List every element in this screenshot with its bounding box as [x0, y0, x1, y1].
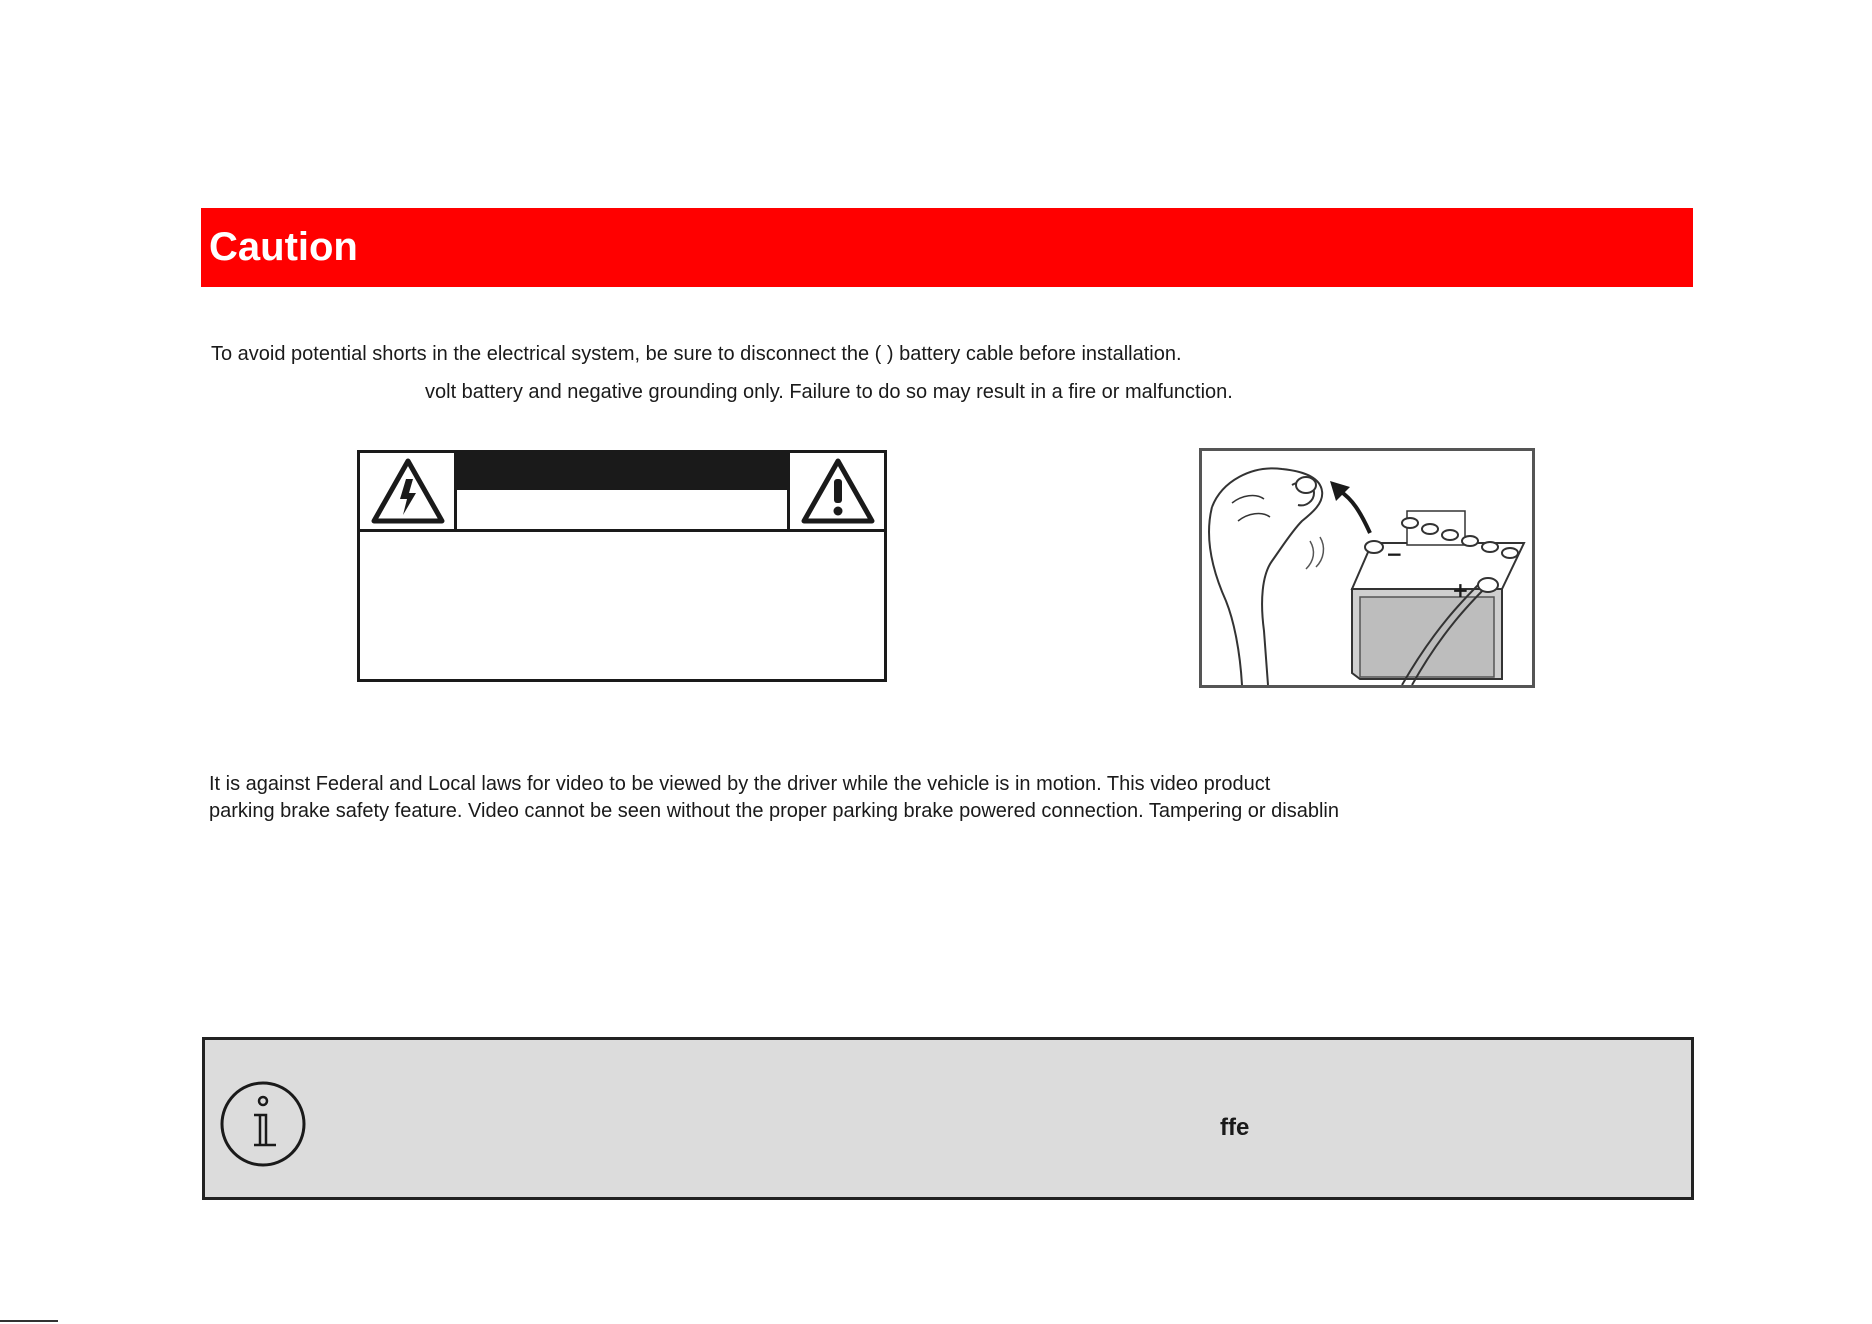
battery-disconnect-illustration [1199, 448, 1535, 688]
battery-illustration-drawing [1202, 451, 1532, 685]
info-note-panel [202, 1037, 1694, 1200]
body-line-2: volt battery and negative grounding only. Failure to do so may result in a fire or malfunction. [425, 381, 1233, 403]
info-note-text-fragment: ffe [1220, 1114, 1250, 1141]
caution-banner [201, 208, 1693, 287]
warning-right-cell [787, 453, 884, 529]
body-line-4: parking brake safety feature. Video cannot be seen without the proper parking brake powered connection. Tampering or disablin [209, 800, 1339, 822]
warning-left-cell [360, 453, 457, 529]
page-title: Caution [209, 225, 358, 269]
warning-header-bar [457, 453, 787, 490]
exclamation-warning-icon [800, 457, 876, 525]
page-corner-rule [0, 1320, 58, 1322]
info-icon [218, 1079, 308, 1169]
warning-label [357, 450, 887, 682]
negative-terminal-sign: − [1386, 542, 1403, 566]
warning-label-header [360, 453, 884, 532]
body-line-3: It is against Federal and Local laws for video to be viewed by the driver while the vehicle is in motion. This video product [209, 773, 1271, 795]
positive-terminal-sign: + [1452, 578, 1469, 602]
lightning-hazard-icon [370, 457, 446, 525]
body-line-1: To avoid potential shorts in the electrical system, be sure to disconnect the ( ) battery cable before installation. [211, 343, 1182, 365]
